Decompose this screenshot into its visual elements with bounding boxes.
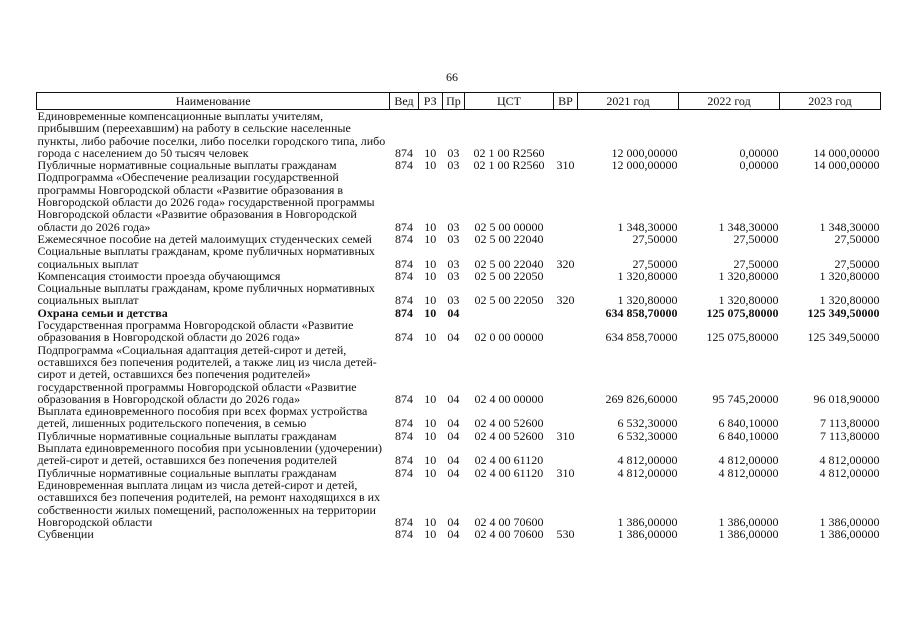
- cell-pr: 04: [447, 465, 460, 480]
- cell-rz: 10: [424, 428, 437, 443]
- cell-name: Выплата единовременного пособия при всех формах устройства детей, лишенных родительского попечения, в семью: [37, 404, 368, 431]
- cell-2021: 1 320,80000: [617, 268, 678, 283]
- column-header-cst: ЦСТ: [465, 93, 554, 110]
- cell-2021: 1 320,80000: [617, 293, 678, 308]
- cell-2023: 1 320,80000: [819, 268, 880, 283]
- cell-cst: 02 5 00 22050: [474, 268, 544, 283]
- table-row: [37, 282, 881, 307]
- cell-ved: 874: [394, 465, 413, 480]
- cell-cst: [465, 307, 554, 319]
- cell-pr: 04: [447, 428, 460, 443]
- cell-rz: 10: [424, 158, 437, 173]
- cell-2021: 1 386,00000: [617, 527, 678, 542]
- cell-rz: 10: [424, 256, 437, 271]
- cell-pr: 03: [447, 219, 460, 234]
- cell-name: Единовременные компенсационные выплаты учителям, прибывшим (переехавшим) на работу в сельские населенные пункты, либо рабочие поселки, либо поселки городского типа, либо города с населением до 50 тысяч человек: [37, 109, 386, 160]
- cell-name: Субвенции: [37, 527, 94, 542]
- cell-cst: 02 0 00 00000: [474, 330, 544, 345]
- table-row: [37, 344, 881, 405]
- cell-cst: 02 1 00 R2560: [473, 145, 545, 160]
- cell-2022: 1 386,00000: [718, 527, 779, 542]
- cell-2021: 269 826,60000: [605, 391, 678, 406]
- cell-ved: 874: [394, 416, 413, 431]
- cell-name: Единовременная выплата лицам из числа детей-сирот и детей, оставшихся без попечения родителей, на ремонт находящихся в их собственности жилых помещений, расположенных на территории Новгородской области: [37, 477, 381, 529]
- cell-vr: 530: [556, 527, 575, 542]
- cell-rz: 10: [424, 293, 437, 308]
- cell-vr: [553, 270, 577, 282]
- cell-pr: 03: [447, 158, 460, 173]
- cell-ved: 874: [394, 158, 413, 173]
- cell-ved: 874: [394, 256, 413, 271]
- cell-cst: 02 1 00 R2560: [473, 158, 545, 173]
- table-row: [37, 171, 881, 232]
- cell-2021: 12 000,00000: [611, 158, 678, 173]
- column-header-pr: Пр: [442, 93, 464, 110]
- cell-rz: 10: [424, 514, 437, 529]
- cell-2022: 27,50000: [733, 231, 779, 246]
- cell-cst: 02 5 00 22040: [474, 256, 544, 271]
- table-row: [37, 110, 881, 160]
- cell-name: Социальные выплаты гражданам, кроме публичных нормативных социальных выплат: [37, 244, 375, 271]
- cell-cst: 02 4 00 52600: [474, 428, 544, 443]
- cell-name: Подпрограмма «Социальная адаптация детей-сирот и детей, оставшихся без попечения родителей, а также лиц из числа детей-сирот и детей, оставшихся без попечения родителей» государственной программы Новгородской области «Развитие образования в Новгородской области до 2026 года»: [37, 342, 377, 406]
- column-header-name: Наименование: [37, 93, 390, 110]
- cell-2022: 1 348,30000: [718, 219, 779, 234]
- cell-cst: 02 5 00 00000: [474, 219, 544, 234]
- cell-2023: 14 000,00000: [813, 158, 880, 173]
- column-header-2023: 2023 год: [779, 93, 880, 110]
- cell-2021: 4 812,00000: [617, 453, 678, 468]
- cell-ved: 874: [394, 293, 413, 308]
- cell-name: Компенсация стоимости проезда обучающимся: [37, 268, 281, 283]
- cell-2021: 27,50000: [632, 256, 678, 271]
- column-header-2021: 2021 год: [578, 93, 679, 110]
- cell-2022: 1 386,00000: [718, 514, 779, 529]
- cell-2023: 125 349,50000: [807, 330, 880, 345]
- cell-rz: 10: [424, 416, 437, 431]
- cell-name: Публичные нормативные социальные выплаты гражданам: [37, 428, 337, 443]
- cell-pr: 03: [447, 293, 460, 308]
- cell-2022: 4 812,00000: [718, 465, 779, 480]
- cell-rz: 10: [424, 268, 437, 283]
- cell-vr: 320: [556, 256, 575, 271]
- cell-cst: 02 4 00 52600: [474, 416, 544, 431]
- cell-pr: 04: [447, 416, 460, 431]
- cell-name: Охрана семьи и детства: [37, 305, 168, 320]
- cell-name: Ежемесячное пособие на детей малоимущих студенческих семей: [37, 231, 372, 246]
- cell-2021: 6 532,30000: [617, 428, 678, 443]
- cell-name: Публичные нормативные социальные выплаты гражданам: [37, 158, 337, 173]
- cell-ved: 874: [394, 391, 413, 406]
- cell-ved: 874: [394, 305, 413, 320]
- cell-2023: 1 348,30000: [819, 219, 880, 234]
- cell-rz: 10: [424, 391, 437, 406]
- cell-rz: 10: [424, 305, 437, 320]
- cell-2022: 125 075,80000: [706, 305, 779, 320]
- cell-name: Социальные выплаты гражданам, кроме публичных нормативных социальных выплат: [37, 281, 375, 308]
- cell-vr: [553, 233, 577, 245]
- cell-vr: [553, 307, 577, 319]
- cell-2022: 1 320,80000: [718, 293, 779, 308]
- cell-ved: 874: [394, 330, 413, 345]
- cell-rz: 10: [424, 330, 437, 345]
- cell-rz: 10: [424, 527, 437, 542]
- column-header-ved: Вед: [390, 93, 418, 110]
- table-row: [37, 442, 881, 467]
- table-body: [37, 110, 881, 541]
- cell-2022: 1 320,80000: [718, 268, 779, 283]
- cell-cst: 02 4 00 61120: [474, 453, 544, 468]
- cell-2023: 14 000,00000: [813, 145, 880, 160]
- table-header-row: [37, 93, 881, 110]
- cell-2022: 27,50000: [733, 256, 779, 271]
- cell-2023: 7 113,80000: [819, 428, 880, 443]
- cell-2021: 6 532,30000: [617, 416, 678, 431]
- cell-2022: 6 840,10000: [718, 416, 779, 431]
- cell-vr: [553, 171, 577, 232]
- cell-vr: [553, 405, 577, 430]
- cell-ved: 874: [394, 268, 413, 283]
- cell-rz: 10: [424, 453, 437, 468]
- cell-pr: 03: [447, 231, 460, 246]
- page-number: 66: [446, 70, 458, 84]
- budget-table: [36, 92, 881, 540]
- cell-2022: 95 745,20000: [712, 391, 779, 406]
- cell-2023: 27,50000: [834, 231, 880, 246]
- cell-pr: 03: [447, 268, 460, 283]
- cell-2023: 96 018,90000: [813, 391, 880, 406]
- cell-vr: 310: [556, 158, 575, 173]
- cell-ved: 874: [394, 145, 413, 160]
- table-row: [37, 528, 881, 540]
- cell-2023: 7 113,80000: [819, 416, 880, 431]
- cell-cst: 02 4 00 00000: [474, 391, 544, 406]
- cell-2021: 634 858,70000: [605, 305, 678, 320]
- cell-rz: 10: [424, 231, 437, 246]
- cell-name: Публичные нормативные социальные выплаты гражданам: [37, 465, 337, 480]
- cell-pr: 03: [447, 256, 460, 271]
- cell-2021: 1 348,30000: [617, 219, 678, 234]
- cell-2023: 1 386,00000: [819, 527, 880, 542]
- cell-ved: 874: [394, 527, 413, 542]
- cell-2021: 634 858,70000: [605, 330, 678, 345]
- cell-vr: 310: [556, 428, 575, 443]
- cell-pr: 04: [447, 453, 460, 468]
- cell-2023: 1 386,00000: [819, 514, 880, 529]
- cell-vr: 320: [556, 293, 575, 308]
- cell-2023: 4 812,00000: [819, 465, 880, 480]
- table-row: [37, 479, 881, 528]
- cell-vr: [553, 344, 577, 405]
- cell-name: Выплата единовременного пособия при усыновлении (удочерении) детей-сирот и детей, оставшихся без попечения родителей: [37, 441, 383, 468]
- cell-rz: 10: [424, 465, 437, 480]
- cell-2021: 1 386,00000: [617, 514, 678, 529]
- cell-pr: 04: [447, 330, 460, 345]
- cell-vr: [553, 319, 577, 344]
- cell-cst: 02 4 00 70600: [474, 514, 544, 529]
- cell-ved: 874: [394, 453, 413, 468]
- cell-name: Подпрограмма «Обеспечение реализации государственной программы Новгородской области «Развитие образования в Новгородской области до 2026 года» государственной программы Новгородской области «Развитие образования в Новгородской области до 2026 года»: [37, 170, 375, 234]
- cell-2023: 1 320,80000: [819, 293, 880, 308]
- cell-2021: 27,50000: [632, 231, 678, 246]
- cell-cst: 02 4 00 70600: [474, 527, 544, 542]
- cell-2023: 27,50000: [834, 256, 880, 271]
- cell-pr: 04: [447, 305, 460, 320]
- table-row: [37, 319, 881, 344]
- cell-ved: 874: [394, 428, 413, 443]
- cell-ved: 874: [394, 514, 413, 529]
- cell-2022: 4 812,00000: [718, 453, 779, 468]
- table-row: [37, 405, 881, 430]
- cell-2021: 4 812,00000: [617, 465, 678, 480]
- cell-cst: 02 5 00 22040: [474, 231, 544, 246]
- cell-2022: 125 075,80000: [706, 330, 779, 345]
- column-header-2022: 2022 год: [679, 93, 780, 110]
- cell-vr: [553, 479, 577, 528]
- cell-2022: 0,00000: [739, 145, 779, 160]
- cell-vr: [553, 442, 577, 467]
- cell-2023: 125 349,50000: [807, 305, 880, 320]
- cell-name: Государственная программа Новгородской области «Развитие образования в Новгородской области до 2026 года»: [37, 318, 354, 345]
- cell-pr: 04: [447, 514, 460, 529]
- cell-rz: 10: [424, 219, 437, 234]
- cell-2022: 6 840,10000: [718, 428, 779, 443]
- cell-ved: 874: [394, 219, 413, 234]
- column-header-vr: ВР: [553, 93, 577, 110]
- cell-2021: 12 000,00000: [611, 145, 678, 160]
- cell-pr: 04: [447, 391, 460, 406]
- cell-rz: 10: [424, 145, 437, 160]
- cell-pr: 04: [447, 527, 460, 542]
- cell-vr: [553, 110, 577, 160]
- cell-vr: 310: [556, 465, 575, 480]
- cell-pr: 03: [447, 145, 460, 160]
- cell-2022: 0,00000: [739, 158, 779, 173]
- column-header-rz: РЗ: [418, 93, 442, 110]
- cell-cst: 02 5 00 22050: [474, 293, 544, 308]
- cell-ved: 874: [394, 231, 413, 246]
- table-row: [37, 245, 881, 270]
- cell-2023: 4 812,00000: [819, 453, 880, 468]
- cell-cst: 02 4 00 61120: [474, 465, 544, 480]
